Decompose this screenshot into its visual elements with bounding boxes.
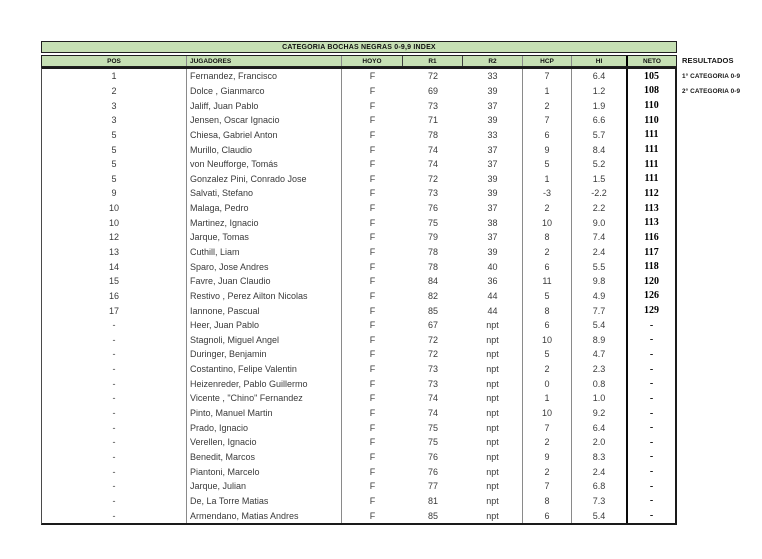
cell-pos: 5 xyxy=(42,157,187,172)
cell-player-name: Piantoni, Marcelo xyxy=(187,464,342,479)
cell-hi: 9.0 xyxy=(572,215,628,230)
cell-hoyo: F xyxy=(369,232,376,243)
table-body xyxy=(41,67,677,525)
cell-hi: 4.9 xyxy=(572,289,628,304)
cell-pos: - xyxy=(42,420,187,435)
cell-r2: npt xyxy=(463,391,523,406)
cell-r2: 39 xyxy=(463,84,523,99)
cell-hcp: 1 xyxy=(523,391,572,406)
cell-hcp: 1 xyxy=(523,84,572,99)
cell-r2: 36 xyxy=(463,274,523,289)
table-row xyxy=(42,376,675,391)
cell-r2: 33 xyxy=(463,128,523,143)
cell-player-name: Chiesa, Gabriel Anton xyxy=(187,128,342,143)
cell-player-name: Salvati, Stefano xyxy=(187,186,342,201)
cell-r2: npt xyxy=(463,494,523,509)
cell-hi: 5.2 xyxy=(572,157,628,172)
table-row xyxy=(42,318,675,333)
cell-r1: 77 xyxy=(427,481,438,492)
cell-player-name: Murillo, Claudio xyxy=(187,142,342,157)
cell-r1: 73 xyxy=(427,378,438,389)
cell-r2: 37 xyxy=(463,157,523,172)
cell-pos: 15 xyxy=(42,274,187,289)
cell-hi: 2.4 xyxy=(572,245,628,260)
cell-hcp: 8 xyxy=(523,494,572,509)
cell-player-name: Dolce , Gianmarco xyxy=(187,84,342,99)
cell-r2: npt xyxy=(463,435,523,450)
table-header xyxy=(41,55,677,67)
cell-hoyo: F xyxy=(369,378,376,389)
cell-hoyo: F xyxy=(369,217,376,228)
cell-pos: - xyxy=(42,391,187,406)
cell-pos: 5 xyxy=(42,142,187,157)
cell-neto: 108 xyxy=(644,85,659,97)
cell-player-name: von Neufforge, Tomás xyxy=(187,157,342,172)
cell-player-name: Iannone, Pascual xyxy=(187,303,342,318)
cell-hcp: 9 xyxy=(523,142,572,157)
cell-player-name: Gonzalez Pini, Conrado Jose xyxy=(187,171,342,186)
cell-r1: 69 xyxy=(427,85,438,96)
cell-hcp: -3 xyxy=(523,186,572,201)
cell-r2: npt xyxy=(463,420,523,435)
column-header-r1: R1 xyxy=(403,56,463,66)
table-row xyxy=(42,69,675,84)
cell-hi: 5.7 xyxy=(572,128,628,143)
cell-r1: 73 xyxy=(427,364,438,375)
table-row xyxy=(42,289,675,304)
cell-hcp: 6 xyxy=(523,128,572,143)
cell-player-name: Jaliff, Juan Pablo xyxy=(187,98,342,113)
cell-r1: 67 xyxy=(427,320,438,331)
results-title: RESULTADOS xyxy=(682,56,734,65)
cell-r2: npt xyxy=(463,508,523,523)
cell-hi: 8.3 xyxy=(572,450,628,465)
cell-neto: 116 xyxy=(644,231,659,243)
cell-r1: 85 xyxy=(427,510,438,521)
cell-r2: 44 xyxy=(463,289,523,304)
cell-pos: 3 xyxy=(42,113,187,128)
cell-hcp: 2 xyxy=(523,245,572,260)
cell-r1: 74 xyxy=(427,144,438,155)
cell-r2: 37 xyxy=(463,201,523,216)
cell-player-name: Vicente , "Chino" Fernandez xyxy=(187,391,342,406)
cell-r1: 76 xyxy=(427,451,438,462)
cell-hoyo: F xyxy=(369,349,376,360)
cell-neto: - xyxy=(649,480,654,492)
cell-pos: - xyxy=(42,508,187,523)
cell-neto: 113 xyxy=(644,202,659,214)
cell-pos: 1 xyxy=(42,69,187,84)
cell-r2: 40 xyxy=(463,259,523,274)
cell-neto: - xyxy=(649,319,654,331)
cell-player-name: Jensen, Oscar Ignacio xyxy=(187,113,342,128)
table-row xyxy=(42,98,675,113)
cell-r1: 79 xyxy=(427,232,438,243)
cell-pos: - xyxy=(42,333,187,348)
cell-pos: 5 xyxy=(42,128,187,143)
cell-neto: - xyxy=(649,495,654,507)
cell-hi: 4.7 xyxy=(572,347,628,362)
table-title: CATEGORIA BOCHAS NEGRAS 0-9,9 INDEX xyxy=(41,41,677,53)
cell-hi: 6.6 xyxy=(572,113,628,128)
cell-player-name: Jarque, Tomas xyxy=(187,230,342,245)
cell-r1: 74 xyxy=(427,408,438,419)
cell-neto: 129 xyxy=(644,305,659,317)
cell-r2: 39 xyxy=(463,186,523,201)
cell-r1: 76 xyxy=(427,466,438,477)
cell-r2: 37 xyxy=(463,98,523,113)
cell-r1: 72 xyxy=(427,173,438,184)
cell-pos: 10 xyxy=(42,201,187,216)
cell-hoyo: F xyxy=(369,290,376,301)
cell-neto: - xyxy=(649,466,654,478)
cell-player-name: Martinez, Ignacio xyxy=(187,215,342,230)
table-row xyxy=(42,274,675,289)
cell-hoyo: F xyxy=(369,408,376,419)
cell-hi: 8.4 xyxy=(572,142,628,157)
cell-r2: npt xyxy=(463,318,523,333)
cell-r2: 39 xyxy=(463,171,523,186)
cell-pos: - xyxy=(42,376,187,391)
cell-hcp: 7 xyxy=(523,113,572,128)
cell-hoyo: F xyxy=(369,144,376,155)
cell-hcp: 6 xyxy=(523,508,572,523)
cell-player-name: Favre, Juan Claudio xyxy=(187,274,342,289)
results-panel xyxy=(682,56,762,95)
results-item-category1: 1° CATEGORIA 0-9 xyxy=(682,73,741,80)
cell-hcp: 2 xyxy=(523,98,572,113)
cell-r1: 78 xyxy=(427,247,438,257)
cell-r2: npt xyxy=(463,362,523,377)
cell-hi: 1.5 xyxy=(572,171,628,186)
cell-player-name: Benedit, Marcos xyxy=(187,450,342,465)
cell-r1: 76 xyxy=(427,203,438,214)
cell-r1: 84 xyxy=(427,276,438,287)
cell-r2: npt xyxy=(463,406,523,421)
cell-player-name: Prado, Ignacio xyxy=(187,420,342,435)
cell-hoyo: F xyxy=(369,437,376,448)
cell-hcp: 6 xyxy=(523,259,572,274)
cell-hcp: 1 xyxy=(523,171,572,186)
cell-pos: 5 xyxy=(42,171,187,186)
cell-player-name: Restivo , Perez Ailton Nicolas xyxy=(187,289,342,304)
cell-hi: 5.5 xyxy=(572,259,628,274)
cell-r1: 71 xyxy=(427,115,438,126)
cell-hcp: 11 xyxy=(523,274,572,289)
cell-hi: 0.8 xyxy=(572,376,628,391)
cell-neto: - xyxy=(649,392,654,404)
cell-hcp: 8 xyxy=(523,230,572,245)
cell-r2: 39 xyxy=(463,245,523,260)
cell-neto: - xyxy=(649,451,654,463)
cell-pos: 10 xyxy=(42,215,187,230)
cell-hoyo: F xyxy=(369,481,376,492)
cell-hoyo: F xyxy=(369,510,376,521)
table-row xyxy=(42,479,675,494)
cell-hi: 7.7 xyxy=(572,303,628,318)
cell-pos: - xyxy=(42,318,187,333)
cell-neto: - xyxy=(649,510,654,522)
cell-hcp: 5 xyxy=(523,289,572,304)
cell-r1: 75 xyxy=(427,217,438,228)
cell-hoyo: F xyxy=(369,159,376,170)
column-header-hoyo: HOYO xyxy=(342,56,403,66)
table-row xyxy=(42,494,675,509)
cell-hoyo: F xyxy=(369,422,376,433)
cell-hoyo: F xyxy=(369,305,376,316)
cell-pos: 14 xyxy=(42,259,187,274)
cell-pos: 16 xyxy=(42,289,187,304)
table-row xyxy=(42,464,675,479)
cell-neto: 126 xyxy=(644,290,659,302)
cell-player-name: Armendano, Matias Andres xyxy=(187,508,342,523)
cell-hoyo: F xyxy=(369,188,376,199)
cell-hoyo: F xyxy=(369,495,376,506)
cell-hoyo: F xyxy=(369,203,376,214)
table-row xyxy=(42,201,675,216)
cell-neto: 112 xyxy=(644,187,659,199)
cell-r2: npt xyxy=(463,464,523,479)
cell-pos: 3 xyxy=(42,98,187,113)
cell-r1: 72 xyxy=(427,71,438,82)
table-row xyxy=(42,435,675,450)
cell-hoyo: F xyxy=(369,364,376,375)
cell-hoyo: F xyxy=(369,129,376,140)
cell-neto: 118 xyxy=(644,261,659,273)
cell-player-name: Duringer, Benjamin xyxy=(187,347,342,362)
cell-player-name: Stagnoli, Miguel Angel xyxy=(187,333,342,348)
table-row xyxy=(42,391,675,406)
column-header-r2: R2 xyxy=(463,56,523,66)
table-row xyxy=(42,362,675,377)
cell-player-name: Pinto, Manuel Martin xyxy=(187,406,342,421)
cell-player-name: Cuthill, Liam xyxy=(187,245,342,260)
cell-hoyo: F xyxy=(369,334,376,345)
cell-hi: 2.2 xyxy=(572,201,628,216)
cell-neto: 111 xyxy=(644,129,659,141)
table-row xyxy=(42,347,675,362)
cell-pos: - xyxy=(42,464,187,479)
table-row xyxy=(42,142,675,157)
cell-r2: npt xyxy=(463,450,523,465)
table-row xyxy=(42,420,675,435)
cell-neto: 111 xyxy=(644,144,659,156)
table-row xyxy=(42,215,675,230)
cell-pos: - xyxy=(42,362,187,377)
cell-hoyo: F xyxy=(369,451,376,462)
cell-neto: - xyxy=(649,407,654,419)
cell-hcp: 7 xyxy=(523,69,572,84)
cell-hcp: 2 xyxy=(523,362,572,377)
table-row xyxy=(42,259,675,274)
cell-r1: 85 xyxy=(427,305,438,316)
cell-hcp: 5 xyxy=(523,347,572,362)
cell-player-name: Verellen, Ignacio xyxy=(187,435,342,450)
cell-player-name: Heer, Juan Pablo xyxy=(187,318,342,333)
cell-player-name: De, La Torre Matias xyxy=(187,494,342,509)
cell-r1: 72 xyxy=(427,349,438,360)
cell-hcp: 7 xyxy=(523,479,572,494)
column-header-jugadores: JUGADORES xyxy=(187,56,342,66)
cell-r1: 81 xyxy=(427,495,438,506)
table-row xyxy=(42,333,675,348)
cell-neto: - xyxy=(649,334,654,346)
cell-pos: - xyxy=(42,494,187,509)
table-row xyxy=(42,508,675,523)
cell-player-name: Heizenreder, Pablo Guillermo xyxy=(187,376,342,391)
cell-neto: 120 xyxy=(644,275,659,287)
cell-r1: 78 xyxy=(427,261,438,272)
cell-neto: 113 xyxy=(644,217,659,229)
cell-neto: 110 xyxy=(644,114,659,126)
cell-hi: 6.8 xyxy=(572,479,628,494)
cell-player-name: Sparo, Jose Andres xyxy=(187,259,342,274)
cell-hi: -2.2 xyxy=(572,186,628,201)
cell-hcp: 0 xyxy=(523,376,572,391)
column-header-neto: NETO xyxy=(643,57,661,65)
cell-hcp: 2 xyxy=(523,201,572,216)
cell-hcp: 10 xyxy=(523,406,572,421)
cell-hcp: 9 xyxy=(523,450,572,465)
cell-hi: 8.9 xyxy=(572,333,628,348)
cell-r1: 74 xyxy=(427,159,438,170)
cell-hcp: 10 xyxy=(523,215,572,230)
cell-player-name: Costantino, Felipe Valentin xyxy=(187,362,342,377)
cell-neto: 111 xyxy=(644,158,659,170)
cell-hcp: 2 xyxy=(523,464,572,479)
cell-neto: - xyxy=(649,348,654,360)
cell-hi: 1.0 xyxy=(572,391,628,406)
cell-r2: 37 xyxy=(463,142,523,157)
cell-hi: 7.4 xyxy=(572,230,628,245)
cell-hcp: 5 xyxy=(523,157,572,172)
cell-hoyo: F xyxy=(369,71,376,82)
cell-player-name: Jarque, Julian xyxy=(187,479,342,494)
cell-hi: 7.3 xyxy=(572,494,628,509)
cell-hcp: 8 xyxy=(523,303,572,318)
cell-neto: - xyxy=(649,436,654,448)
cell-pos: 12 xyxy=(42,230,187,245)
table-row xyxy=(42,84,675,99)
cell-r2: npt xyxy=(463,376,523,391)
cell-pos: - xyxy=(42,450,187,465)
cell-hi: 6.4 xyxy=(572,69,628,84)
cell-hi: 6.4 xyxy=(572,420,628,435)
cell-r2: 38 xyxy=(463,215,523,230)
cell-hoyo: F xyxy=(369,173,376,184)
cell-hcp: 7 xyxy=(523,420,572,435)
cell-r2: 37 xyxy=(463,230,523,245)
table-row xyxy=(42,245,675,260)
cell-r1: 73 xyxy=(427,188,438,199)
cell-r1: 74 xyxy=(427,393,438,404)
cell-r2: npt xyxy=(463,347,523,362)
cell-pos: 2 xyxy=(42,84,187,99)
cell-pos: 13 xyxy=(42,245,187,260)
cell-hoyo: F xyxy=(369,261,376,272)
cell-pos: - xyxy=(42,406,187,421)
table-row xyxy=(42,450,675,465)
cell-neto: 117 xyxy=(644,246,659,258)
cell-player-name: Fernandez, Francisco xyxy=(187,69,342,84)
cell-r1: 82 xyxy=(427,290,438,301)
cell-hi: 2.3 xyxy=(572,362,628,377)
cell-hoyo: F xyxy=(369,115,376,126)
cell-hi: 9.8 xyxy=(572,274,628,289)
table-row xyxy=(42,230,675,245)
cell-pos: 17 xyxy=(42,303,187,318)
cell-pos: - xyxy=(42,435,187,450)
cell-hoyo: F xyxy=(369,320,376,331)
cell-neto: - xyxy=(649,378,654,390)
results-item-category2: 2° CATEGORIA 0-9 xyxy=(682,88,741,95)
cell-r2: 44 xyxy=(463,303,523,318)
cell-hoyo: F xyxy=(369,466,376,477)
table-row xyxy=(42,171,675,186)
cell-hi: 5.4 xyxy=(572,508,628,523)
column-header-hi: HI xyxy=(572,56,628,66)
cell-hcp: 6 xyxy=(523,318,572,333)
cell-pos: - xyxy=(42,347,187,362)
cell-hi: 2.0 xyxy=(572,435,628,450)
cell-neto: 105 xyxy=(644,70,659,82)
column-header-pos: POS xyxy=(42,56,187,66)
cell-pos: - xyxy=(42,479,187,494)
cell-hcp: 2 xyxy=(523,435,572,450)
table-row xyxy=(42,157,675,172)
cell-pos: 9 xyxy=(42,186,187,201)
cell-r2: 39 xyxy=(463,113,523,128)
table-row xyxy=(42,128,675,143)
cell-r2: npt xyxy=(463,333,523,348)
cell-hcp: 10 xyxy=(523,333,572,348)
cell-r1: 78 xyxy=(427,129,438,140)
cell-r2: 33 xyxy=(463,69,523,84)
cell-neto: - xyxy=(649,422,654,434)
cell-neto: 110 xyxy=(644,100,659,112)
cell-hoyo: F xyxy=(369,247,376,257)
cell-hi: 5.4 xyxy=(572,318,628,333)
table-row xyxy=(42,303,675,318)
cell-hi: 2.4 xyxy=(572,464,628,479)
cell-hoyo: F xyxy=(369,100,376,111)
cell-hi: 9.2 xyxy=(572,406,628,421)
cell-hoyo: F xyxy=(369,393,376,404)
table-row xyxy=(42,113,675,128)
cell-hoyo: F xyxy=(369,276,376,287)
cell-neto: 111 xyxy=(644,173,659,185)
cell-r1: 75 xyxy=(427,422,438,433)
cell-player-name: Malaga, Pedro xyxy=(187,201,342,216)
cell-neto: - xyxy=(649,363,654,375)
column-header-hcp: HCP xyxy=(523,56,572,66)
cell-r2: npt xyxy=(463,479,523,494)
cell-hi: 1.2 xyxy=(572,84,628,99)
table-row xyxy=(42,186,675,201)
cell-r1: 73 xyxy=(427,100,438,111)
cell-hoyo: F xyxy=(369,85,376,96)
cell-r1: 72 xyxy=(427,334,438,345)
table-row xyxy=(42,406,675,421)
cell-hi: 1.9 xyxy=(572,98,628,113)
cell-r1: 75 xyxy=(427,437,438,448)
